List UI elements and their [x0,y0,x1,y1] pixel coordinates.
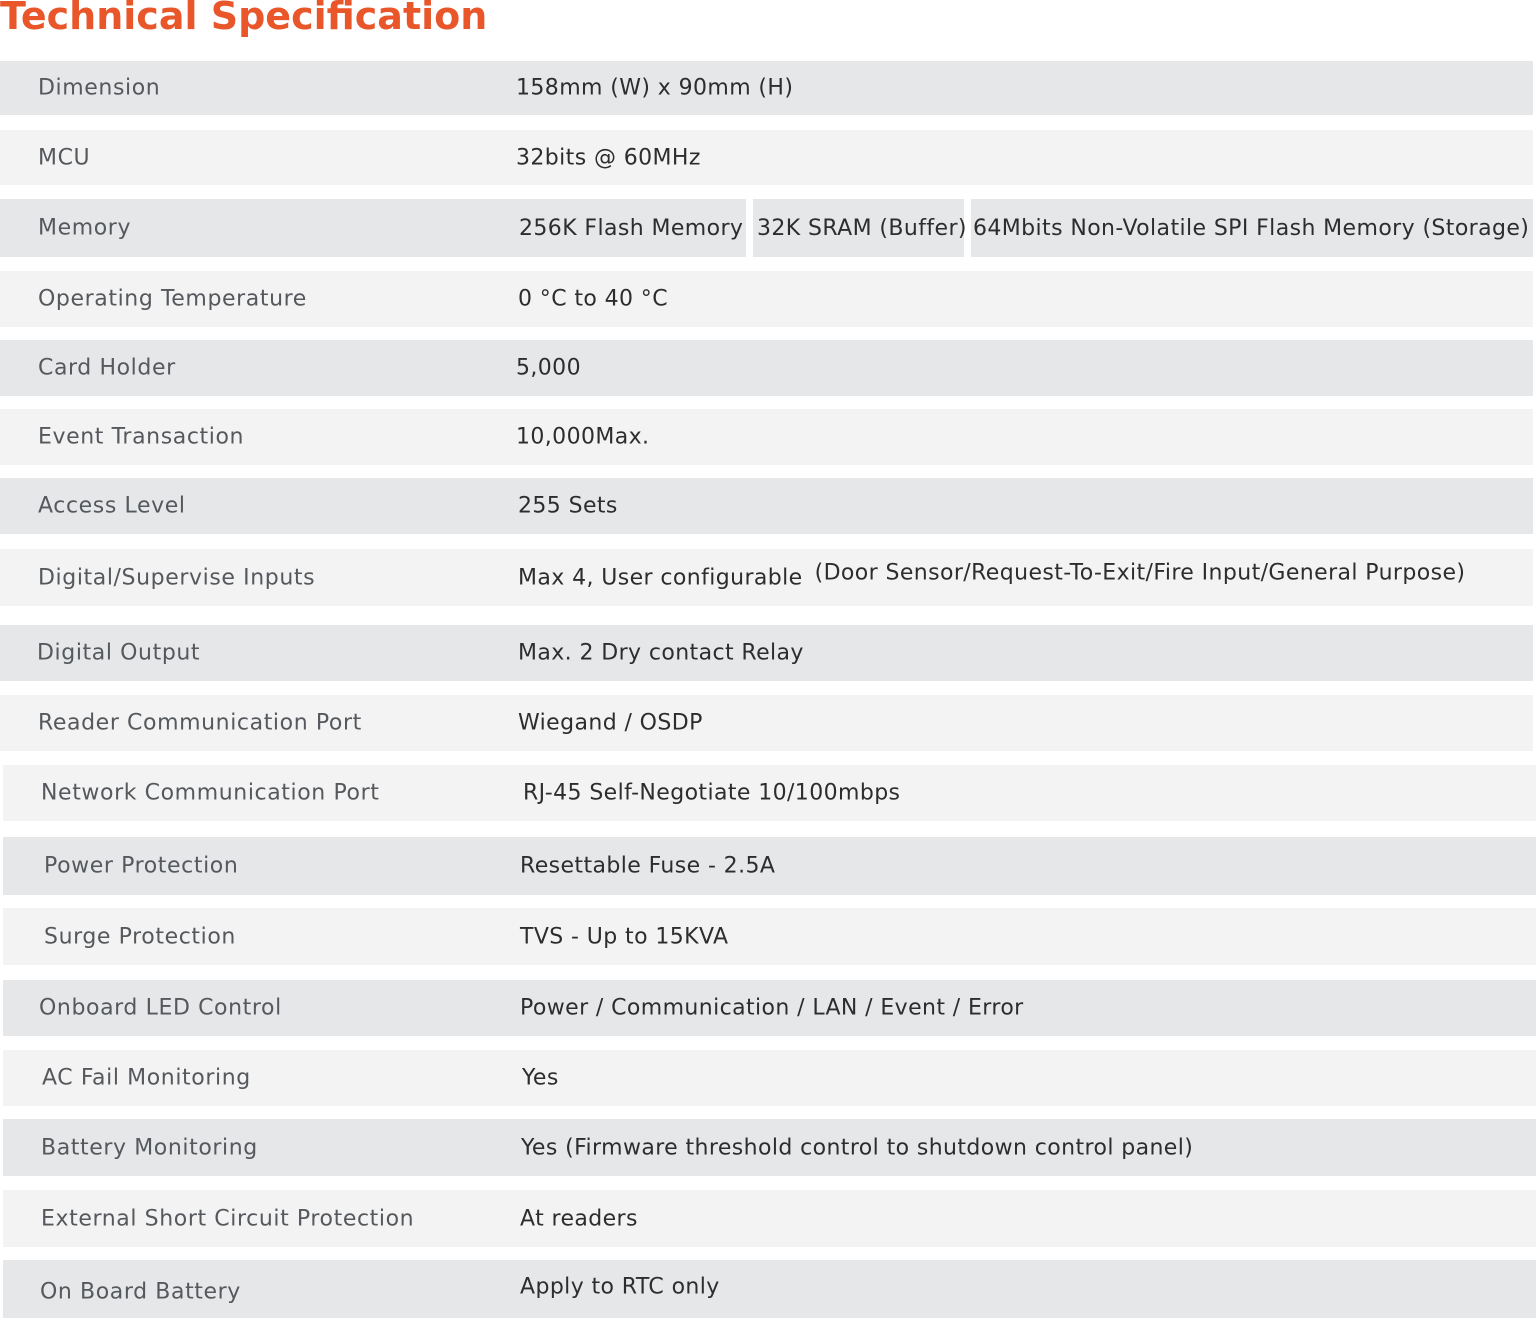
spec-value: Yes [522,1065,559,1091]
digital-inputs-main: Max 4, User configurable [518,565,803,590]
spec-value: 32bits @ 60MHz [516,145,701,170]
spec-value: 5,000 [516,355,581,381]
spec-row-surge-protection [3,908,1536,965]
spec-row-ac-fail [3,1050,1536,1106]
spec-label: Onboard LED Control [39,995,282,1021]
page-title: Technical Specification [0,0,488,38]
spec-row-short-circuit [3,1190,1536,1247]
spec-row-mcu [0,130,1533,185]
spec-label: Surge Protection [44,924,236,949]
memory-label-cell [0,199,507,257]
spec-value: Wiegand / OSDP [518,710,703,736]
spec-label: Memory [38,215,132,241]
spec-row-digital-output [0,625,1533,681]
spec-label: Power Protection [44,853,239,879]
spec-label: Access Level [38,493,186,519]
spec-label: External Short Circuit Protection [41,1206,415,1231]
spec-row-onboard-led [3,980,1536,1036]
spec-label: MCU [38,145,91,170]
spec-row-network-port [3,765,1536,821]
spec-value: 0 °C to 40 °C [518,286,668,312]
spec-row-power-protection [3,837,1536,895]
spec-row-digital-inputs [0,549,1533,606]
spec-value: Resettable Fuse - 2.5A [520,853,776,879]
spec-row-memory [0,199,1533,257]
spec-row-reader-port [0,695,1533,751]
spec-row-battery-monitoring [3,1119,1536,1176]
spec-value: At readers [520,1206,638,1231]
spec-label: Dimension [38,75,161,101]
spec-label: Digital Output [37,640,201,666]
spec-label: Reader Communication Port [38,710,362,736]
spec-value [518,560,1466,590]
spec-value: RJ-45 Self-Negotiate 10/100mbps [523,780,901,806]
spec-value: Max. 2 Dry contact Relay [518,640,804,666]
spec-label: AC Fail Monitoring [42,1065,251,1091]
spec-value: 158mm (W) x 90mm (H) [516,75,794,101]
spec-row-event-transaction [0,409,1533,465]
digital-inputs-detail: (Door Sensor/Request-To-Exit/Fire Input/General Purpose) [814,560,1466,585]
spec-row-onboard-battery [3,1260,1536,1318]
spec-label: Digital/Supervise Inputs [38,565,316,590]
spec-value: Apply to RTC only [520,1274,720,1300]
spec-label: Battery Monitoring [41,1135,258,1160]
spec-label: Card Holder [38,355,176,381]
spec-label: Operating Temperature [38,286,307,312]
memory-value-flash: 256K Flash Memory [507,199,746,257]
memory-value-spi-flash: 64Mbits Non-Volatile SPI Flash Memory (Storage) [971,199,1533,257]
spec-label: Event Transaction [38,424,245,450]
spec-label: Network Communication Port [41,780,380,806]
spec-value: Yes (Firmware threshold control to shutdown control panel) [521,1135,1194,1160]
spec-value: 10,000Max. [516,424,650,450]
spec-row-operating-temperature [0,271,1533,327]
spec-value: TVS - Up to 15KVA [520,924,729,949]
spec-row-dimension [0,61,1533,115]
spec-value: Power / Communication / LAN / Event / Error [520,995,1024,1021]
memory-value-sram: 32K SRAM (Buffer) [753,199,964,257]
spec-row-access-level [0,478,1533,534]
spec-row-card-holder [0,340,1533,396]
spec-label: On Board Battery [40,1279,241,1305]
spec-value: 255 Sets [518,493,618,519]
